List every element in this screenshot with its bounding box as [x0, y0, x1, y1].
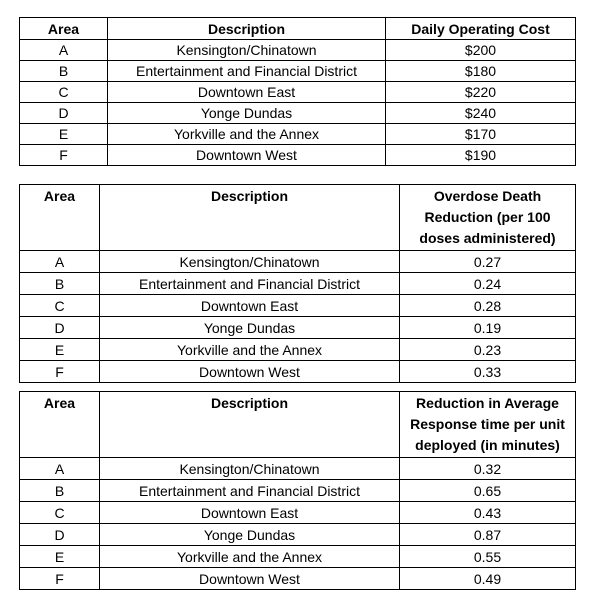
description-cell: Kensington/Chinatown: [108, 40, 386, 61]
column-header-overdose-death-reduction: [400, 185, 576, 251]
value-cell: 0.33: [400, 361, 576, 383]
column-header-area: Area: [20, 18, 108, 40]
area-cell: B: [20, 480, 100, 502]
header-line: Overdose Death: [433, 188, 542, 204]
area-cell: D: [20, 103, 108, 124]
area-cell: E: [20, 546, 100, 568]
response-time-table: [19, 391, 576, 590]
area-cell: B: [20, 273, 100, 295]
value-cell: 0.24: [400, 273, 576, 295]
description-cell: Yorkville and the Annex: [100, 546, 400, 568]
description-cell: Yorkville and the Annex: [100, 339, 400, 361]
value-cell: 0.28: [400, 295, 576, 317]
value-cell: 0.65: [400, 480, 576, 502]
value-cell: 0.49: [400, 568, 576, 590]
description-cell: Kensington/Chinatown: [100, 251, 400, 273]
area-cell: C: [20, 82, 108, 103]
value-cell: 0.87: [400, 524, 576, 546]
value-cell: 0.32: [400, 458, 576, 480]
description-cell: Entertainment and Financial District: [100, 480, 400, 502]
table-row: [20, 546, 576, 568]
value-cell: 0.19: [400, 317, 576, 339]
description-cell: Downtown East: [108, 82, 386, 103]
area-cell: F: [20, 361, 100, 383]
cost-cell: $240: [386, 103, 576, 124]
table-row: [20, 40, 576, 61]
column-header-description: Description: [108, 18, 386, 40]
value-cell: 0.55: [400, 546, 576, 568]
table-row: [20, 568, 576, 590]
table-row: [20, 339, 576, 361]
table-row: [20, 251, 576, 273]
operating-cost-table: [19, 17, 576, 166]
area-cell: F: [20, 568, 100, 590]
header-line: doses administered): [419, 230, 556, 246]
table-row: [20, 82, 576, 103]
description-cell: Entertainment and Financial District: [100, 273, 400, 295]
area-cell: D: [20, 317, 100, 339]
column-header-response-time-reduction: [400, 392, 576, 458]
table-row: [20, 458, 576, 480]
column-header-area: Area: [20, 392, 100, 458]
area-cell: B: [20, 61, 108, 82]
table-row: [20, 502, 576, 524]
cost-cell: $190: [386, 145, 576, 166]
description-cell: Downtown West: [100, 568, 400, 590]
cost-cell: $220: [386, 82, 576, 103]
description-cell: Downtown East: [100, 295, 400, 317]
description-cell: Downtown East: [100, 502, 400, 524]
area-cell: E: [20, 124, 108, 145]
value-cell: 0.23: [400, 339, 576, 361]
overdose-reduction-table: [19, 184, 576, 383]
table-row: [20, 524, 576, 546]
cost-cell: $200: [386, 40, 576, 61]
header-line: Reduction in Average: [416, 395, 559, 411]
area-cell: A: [20, 40, 108, 61]
table-row: [20, 480, 576, 502]
description-cell: Downtown West: [100, 361, 400, 383]
cost-cell: $170: [386, 124, 576, 145]
description-cell: Yonge Dundas: [100, 524, 400, 546]
value-cell: 0.43: [400, 502, 576, 524]
description-cell: Entertainment and Financial District: [108, 61, 386, 82]
description-cell: Kensington/Chinatown: [100, 458, 400, 480]
table-row: [20, 145, 576, 166]
area-cell: E: [20, 339, 100, 361]
column-header-area: Area: [20, 185, 100, 251]
table-row: [20, 361, 576, 383]
area-cell: A: [20, 251, 100, 273]
column-header-description: Description: [100, 392, 400, 458]
column-header-description: Description: [100, 185, 400, 251]
table-row: [20, 273, 576, 295]
area-cell: C: [20, 295, 100, 317]
table-row: [20, 61, 576, 82]
description-cell: Downtown West: [108, 145, 386, 166]
area-cell: C: [20, 502, 100, 524]
description-cell: Yonge Dundas: [108, 103, 386, 124]
header-line: Reduction (per 100: [424, 209, 551, 225]
header-line: deployed (in minutes): [415, 437, 560, 453]
value-cell: 0.27: [400, 251, 576, 273]
description-cell: Yonge Dundas: [100, 317, 400, 339]
column-header-daily-operating-cost: Daily Operating Cost: [386, 18, 576, 40]
table-row: [20, 124, 576, 145]
area-cell: D: [20, 524, 100, 546]
area-cell: F: [20, 145, 108, 166]
table-row: [20, 103, 576, 124]
area-cell: A: [20, 458, 100, 480]
header-line: Response time per unit: [410, 416, 565, 432]
table-row: [20, 295, 576, 317]
cost-cell: $180: [386, 61, 576, 82]
description-cell: Yorkville and the Annex: [108, 124, 386, 145]
table-row: [20, 317, 576, 339]
